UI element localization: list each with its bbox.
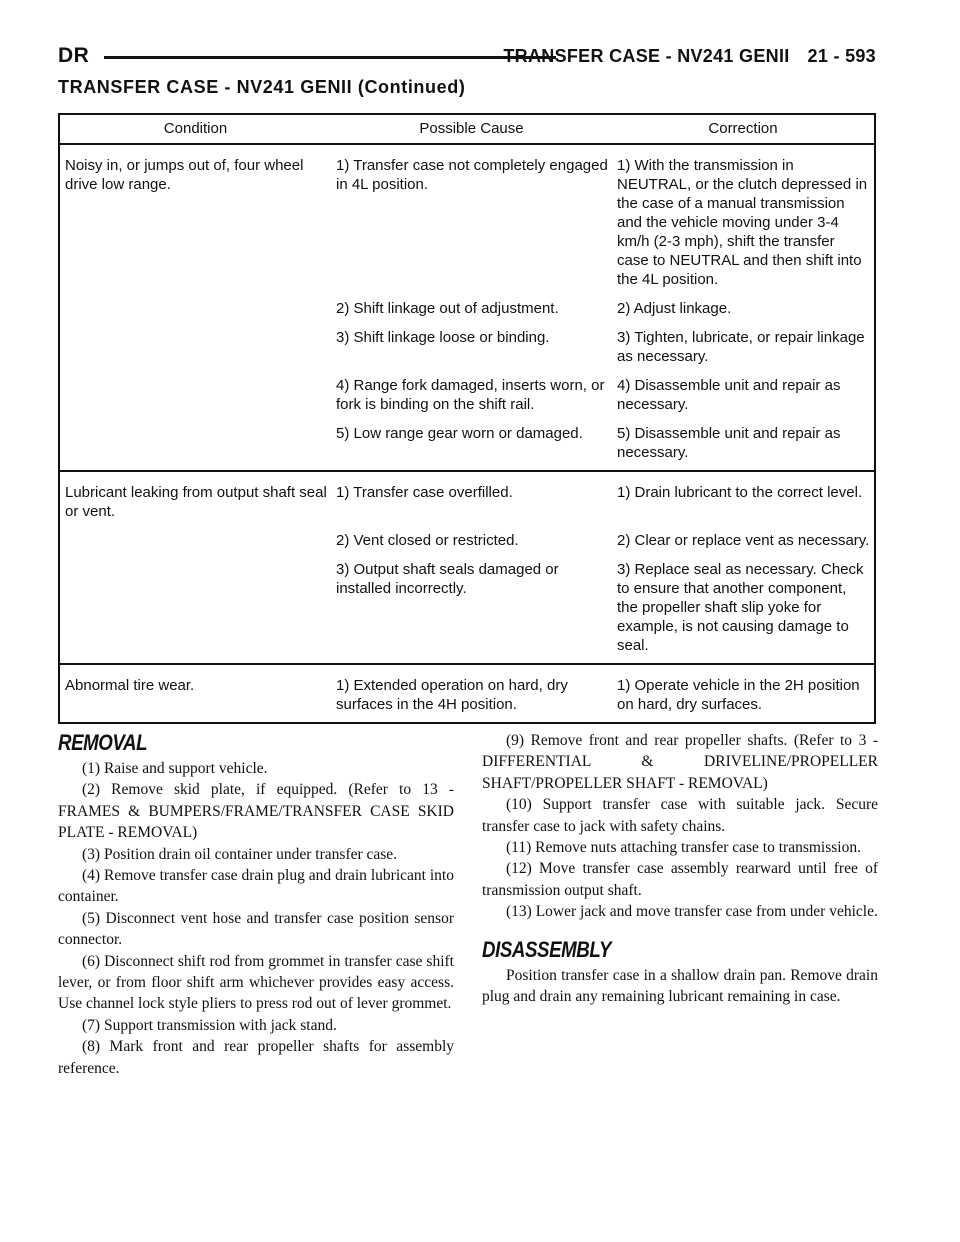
cause-cell: 2) Shift linkage out of adjustment. <box>336 300 559 317</box>
removal-step: (5) Disconnect vent hose and transfer case position sensor connector. <box>58 909 454 949</box>
correction-cell: 3) Replace seal as necessary. Check to ensure that another component, the propeller shaft slip yoke for example, is not causing damage to seal. <box>612 558 875 664</box>
page-subtitle: TRANSFER CASE - NV241 GENII (Continued) <box>58 77 466 97</box>
table-header-row <box>59 114 875 144</box>
correction-cell: 2) Adjust linkage. <box>617 300 732 317</box>
header-title: TRANSFER CASE - NV241 GENII <box>503 46 790 66</box>
diagnosis-table <box>58 113 876 724</box>
correction-cell: 5) Disassemble unit and repair as necessary. <box>612 422 875 471</box>
correction-cell: 3) Tighten, lubricate, or repair linkage as necessary. <box>617 329 865 365</box>
table-row <box>59 326 875 374</box>
removal-step: (2) Remove skid plate, if equipped. (Refer to 13 - FRAMES & BUMPERS/FRAME/TRANSFER CASE SKID PLATE - REMOVAL) <box>58 781 454 842</box>
cause-cell: 2) Vent closed or restricted. <box>336 532 519 549</box>
column-header-possible-cause: Possible Cause <box>331 114 612 144</box>
removal-heading: REMOVAL <box>58 730 148 755</box>
table-row <box>59 471 875 529</box>
table-row <box>59 297 875 326</box>
cause-cell: 1) Transfer case overfilled. <box>336 484 513 501</box>
header-title-block <box>503 46 876 67</box>
correction-cell: 1) Drain lubricant to the correct level. <box>617 484 863 501</box>
condition-cell: Noisy in, or jumps out of, four wheel drive low range. <box>65 157 304 193</box>
condition-cell-empty <box>59 326 331 374</box>
disassembly-heading: DISASSEMBLY <box>482 936 612 962</box>
correction-cell: 1) Operate vehicle in the 2H position on hard, dry surfaces. <box>617 677 860 713</box>
table-row <box>59 144 875 297</box>
removal-step: (8) Mark front and rear propeller shafts for assembly reference. <box>58 1038 454 1077</box>
removal-step: (13) Lower jack and move transfer case from under vehicle. <box>506 903 878 921</box>
page-header <box>58 40 876 74</box>
disassembly-text: Position transfer case in a shallow drain pan. Remove drain plug and drain any remaining lubricant remaining in case. <box>482 966 878 1006</box>
removal-step: (6) Disconnect shift rod from grommet in transfer case shift lever, or from floor shift arm whichever provides easy access. Use channel lock style pliers to press rod out of lever grommet. <box>58 952 454 1013</box>
table-row <box>59 558 875 664</box>
cause-cell: 3) Shift linkage loose or binding. <box>336 329 550 346</box>
correction-cell: 1) With the transmission in NEUTRAL, or the clutch depressed in the case of a manual transmission and the vehicle moving under 3-4 km/h (2-3 mph), shift the transfer case to NEUTRAL and then shift into the 4L position. <box>617 157 868 288</box>
column-header-condition: Condition <box>59 114 331 144</box>
removal-step: (11) Remove nuts attaching transfer case to transmission. <box>506 839 861 857</box>
header-section-code: DR <box>58 44 90 67</box>
cause-cell: 1) Transfer case not completely engaged in 4L position. <box>336 157 608 193</box>
removal-step: (1) Raise and support vehicle. <box>82 760 268 777</box>
cause-cell: 3) Output shaft seals damaged or installed incorrectly. <box>331 558 612 664</box>
correction-cell: 2) Clear or replace vent as necessary. <box>617 532 870 549</box>
condition-cell-empty <box>59 422 331 471</box>
cause-cell: 1) Extended operation on hard, dry surfaces in the 4H position. <box>336 677 568 713</box>
removal-step: (7) Support transmission with jack stand. <box>82 1016 337 1034</box>
removal-step: (9) Remove front and rear propeller shafts. (Refer to 3 - DIFFERENTIAL & DRIVELINE/PROPELLER SHAFT/PROPELLER SHAFT - REMOVAL) <box>482 732 878 792</box>
table-row <box>59 422 875 471</box>
cause-cell: 4) Range fork damaged, inserts worn, or fork is binding on the shift rail. <box>336 377 605 413</box>
table-row <box>59 664 875 723</box>
condition-cell: Lubricant leaking from output shaft seal or vent. <box>65 484 327 520</box>
removal-step: (10) Support transfer case with suitable jack. Secure transfer case to jack with safety chains. <box>482 796 878 835</box>
removal-step: (3) Position drain oil container under transfer case. <box>82 845 398 863</box>
condition-cell-empty <box>59 529 331 558</box>
header-rule <box>104 56 556 59</box>
condition-cell-empty <box>59 297 331 326</box>
correction-cell: 4) Disassemble unit and repair as necessary. <box>617 377 841 413</box>
removal-step: (4) Remove transfer case drain plug and drain lubricant into container. <box>58 867 454 906</box>
right-column <box>482 730 878 1007</box>
removal-step: (12) Move transfer case assembly rearward until free of transmission output shaft. <box>482 860 878 899</box>
page-number: 21 - 593 <box>807 46 876 66</box>
column-header-correction: Correction <box>612 114 875 144</box>
cause-cell: 5) Low range gear worn or damaged. <box>331 422 612 471</box>
condition-cell: Abnormal tire wear. <box>65 677 195 694</box>
table-row <box>59 374 875 422</box>
condition-cell-empty <box>59 558 331 664</box>
left-column <box>58 730 454 1079</box>
table-row <box>59 529 875 558</box>
condition-cell-empty <box>59 374 331 422</box>
